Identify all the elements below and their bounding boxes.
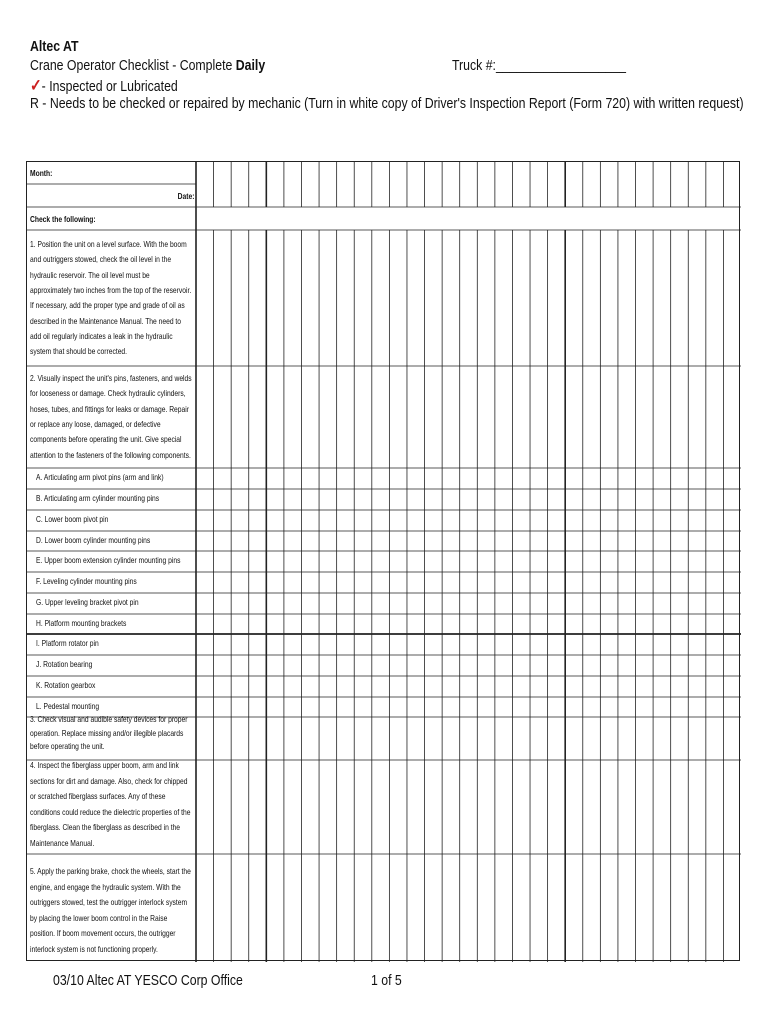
paragraph-line: or replace any loose, damaged, or defective: [30, 419, 161, 429]
paragraph-line: attention to the fasteners of the following components.: [30, 450, 191, 460]
paragraph-line: 2. Visually inspect the unit's pins, fasteners, and welds: [30, 374, 192, 383]
legend-inspected-text: - Inspected or Lubricated: [41, 78, 178, 95]
paragraph-line: position. If boom movement occurs, the outrigger: [30, 929, 176, 939]
sub-item-label: J. Rotation bearing: [36, 660, 93, 669]
paragraph-line: If necessary, add the proper type and grade of oil as: [30, 301, 185, 311]
checklist-title-frequency: Daily: [235, 57, 266, 74]
checklist-grid: [26, 161, 740, 961]
sub-item-label: G. Upper leveling bracket pivot pin: [36, 598, 139, 607]
company-name: Altec AT: [30, 38, 79, 55]
paragraph-line: 3. Check visual and audible safety devices for proper: [30, 715, 188, 724]
paragraph-line: by placing the lower boom control in the Raise: [30, 913, 168, 923]
sub-item-label: F. Leveling cylinder mounting pins: [36, 577, 137, 586]
paragraph-line: hoses, tubes, and fittings for leaks or damage. Repair: [30, 404, 189, 414]
checklist-title-prefix: Crane Operator Checklist - Complete: [30, 57, 236, 74]
sub-item-label: L. Pedestal mounting: [36, 702, 100, 711]
paragraph-line: or scratched fiberglass surfaces. Any of these: [30, 792, 166, 802]
legend-inspected: [30, 76, 178, 96]
paragraph-line: and outriggers stowed, check the oil level in the: [30, 255, 172, 265]
paragraph-line: sections for dirt and damage. Also, check for chipped: [30, 776, 188, 786]
legend-repair: R - Needs to be checked or repaired by mechanic (Turn in white copy of Driver's Inspection Report (Form 720) with written request): [30, 95, 744, 112]
paragraph-line: conditions could reduce the dielectric properties of the: [30, 807, 191, 817]
check-mark-icon: ✓: [30, 76, 42, 95]
paragraph-line: components before operating the unit. Give special: [30, 435, 182, 445]
sub-item-label: A. Articulating arm pivot pins (arm and link): [36, 473, 164, 482]
sub-item-label: E. Upper boom extension cylinder mounting pins: [36, 556, 181, 565]
checklist-title: [30, 57, 265, 74]
sub-item-label: H. Platform mounting brackets: [36, 619, 127, 628]
paragraph-line: for looseness or damage. Check hydraulic cylinders,: [30, 389, 186, 399]
paragraph-line: interlock system is not functioning properly.: [30, 945, 158, 954]
paragraph-line: outriggers stowed, test the outrigger interlock system: [30, 898, 188, 908]
paragraph-line: 1. Position the unit on a level surface. With the boom: [30, 240, 187, 249]
paragraph-line: 5. Apply the parking brake, chock the wheels, start the: [30, 867, 191, 876]
paragraph-line: 4. Inspect the fiberglass upper boom, arm and link: [30, 761, 179, 770]
paragraph-line: approximately two inches from the top of the reservoir.: [30, 285, 192, 295]
sub-item-label: I. Platform rotator pin: [36, 639, 99, 648]
footer-page-number: 1 of 5: [371, 972, 402, 989]
paragraph-line: fiberglass. Clean the fiberglass as described in the: [30, 823, 181, 833]
sub-item-label: D. Lower boom cylinder mounting pins: [36, 536, 151, 545]
paragraph-line: engine, and engage the hydraulic system. With the: [30, 882, 181, 892]
sub-item-label: B. Articulating arm cylinder mounting pins: [36, 494, 160, 503]
paragraph-line: before operating the unit.: [30, 742, 105, 751]
check-following-label: Check the following:: [30, 215, 96, 224]
footer-revision: 03/10 Altec AT YESCO Corp Office: [53, 972, 243, 989]
sub-item-label: K. Rotation gearbox: [36, 681, 96, 690]
date-label: Date:: [177, 192, 194, 201]
paragraph-line: add oil regularly indicates a leak in the hydraulic: [30, 331, 173, 341]
paragraph-line: hydraulic reservoir. The oil level must be: [30, 270, 150, 280]
paragraph-line: system that should be corrected.: [30, 347, 128, 357]
paragraph-line: Maintenance Manual.: [30, 839, 95, 848]
truck-number-field[interactable]: Truck #:___________________: [452, 57, 626, 74]
paragraph-line: described in the Maintenance Manual. The need to: [30, 316, 182, 326]
paragraph-line: operation. Replace missing and/or illegible placards: [30, 728, 184, 738]
sub-item-label: C. Lower boom pivot pin: [36, 515, 109, 524]
month-label: Month:: [30, 169, 53, 178]
